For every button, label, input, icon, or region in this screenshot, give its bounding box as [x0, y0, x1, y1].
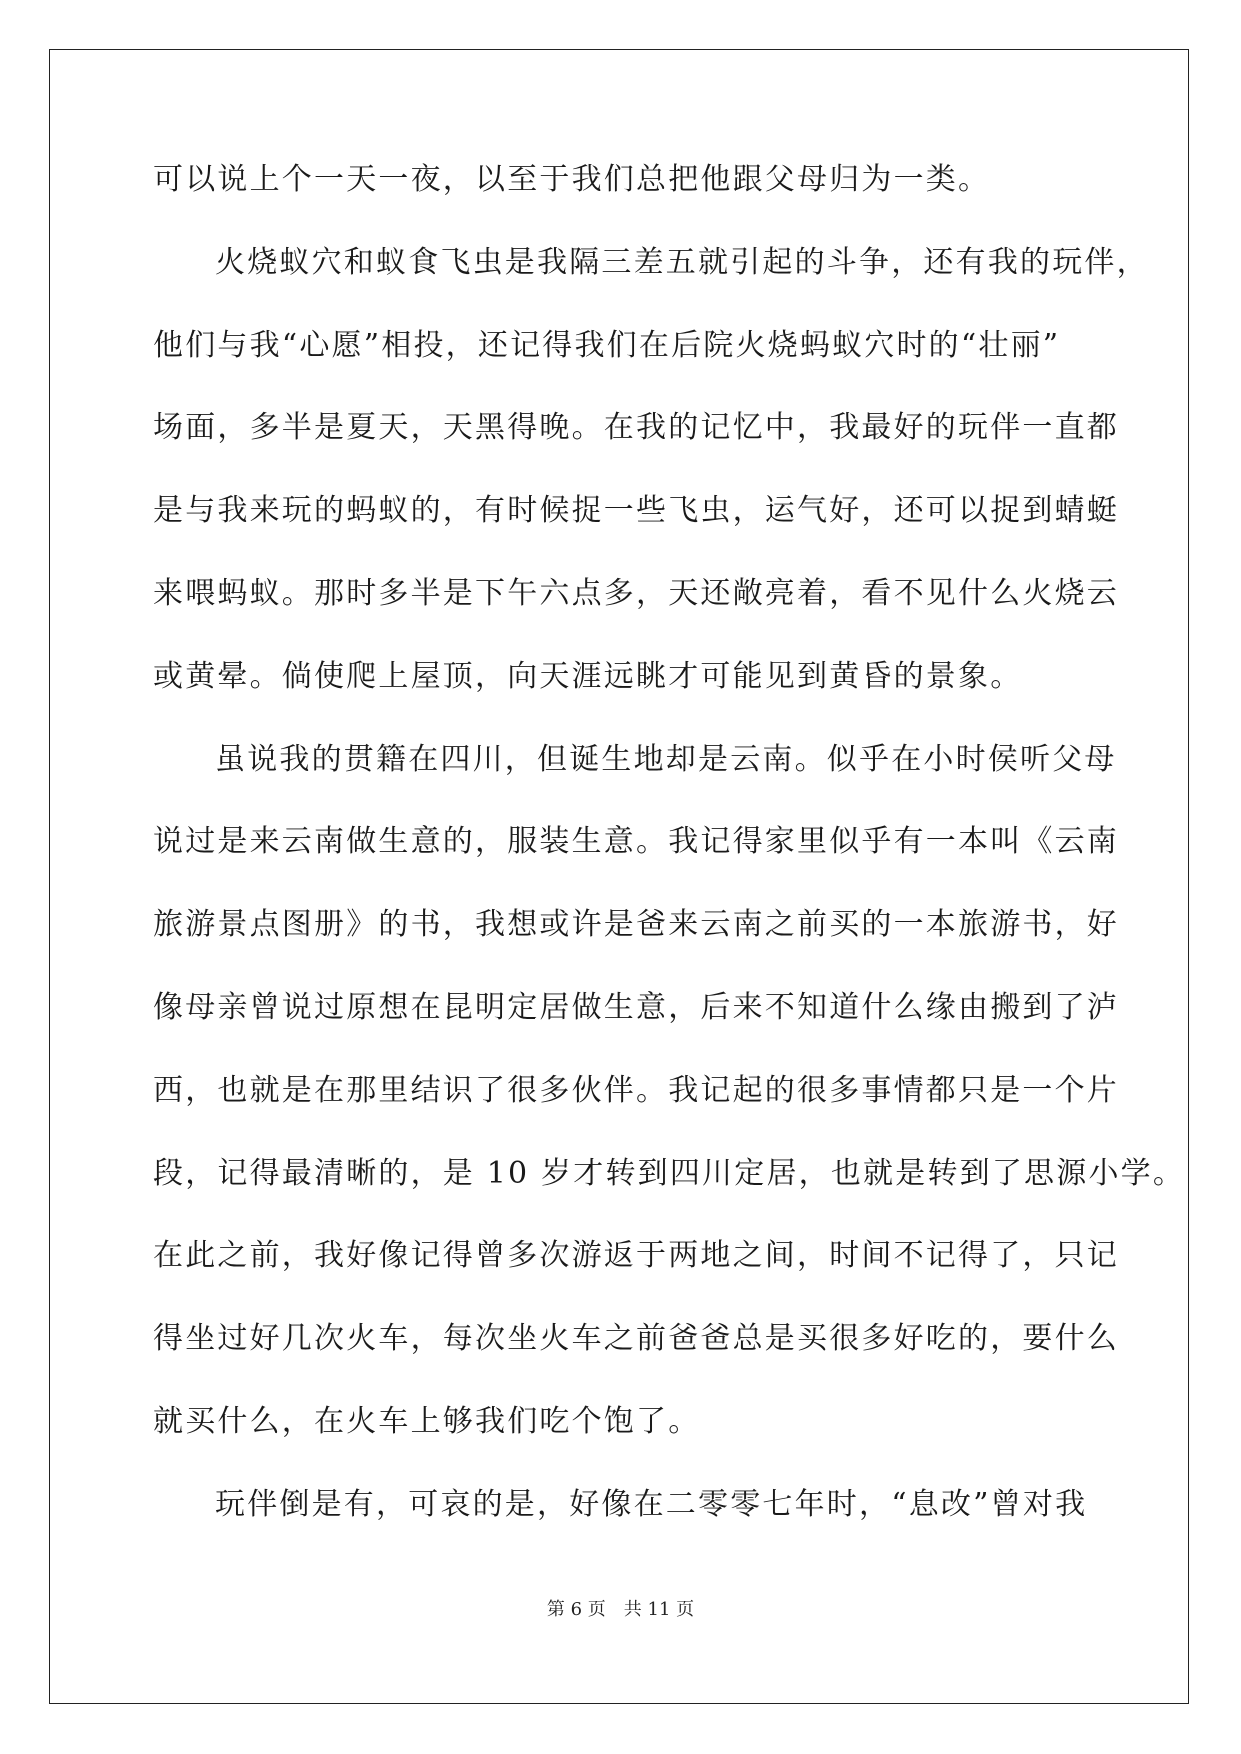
text-line: 段，记得最清晰的，是 10 岁才转到四川定居，也就是转到了思源小学。: [153, 1155, 1186, 1191]
text-line: 西，也就是在那里结识了很多伙伴。我记起的很多事情都只是一个片: [153, 1072, 1119, 1108]
text-line: 得坐过好几次火车，每次坐火车之前爸爸总是买很多好吃的，要什么: [153, 1321, 1119, 1357]
text-line: 来喂蚂蚁。那时多半是下午六点多，天还敞亮着，看不见什么火烧云: [153, 575, 1119, 611]
text-line: 虽说我的贯籍在四川，但诞生地却是云南。似乎在小时侯听父母: [215, 741, 1117, 777]
text-line: 他们与我“心愿”相投，还记得我们在后院火烧蚂蚁穴时的“壮丽”: [153, 327, 1061, 363]
text-line: 在此之前，我好像记得曾多次游返于两地之间，时间不记得了，只记: [153, 1238, 1119, 1274]
text-line: 就买什么，在火车上够我们吃个饱了。: [153, 1403, 701, 1439]
text-line: 像母亲曾说过原想在昆明定居做生意，后来不知道什么缘由搬到了泸: [153, 989, 1119, 1025]
text-line: 是与我来玩的蚂蚁的，有时候捉一些飞虫，运气好，还可以捉到蜻蜓: [153, 493, 1119, 529]
text-line: 或黄晕。倘使爬上屋顶，向天涯远眺才可能见到黄昏的景象。: [153, 658, 1023, 694]
text-line: 玩伴倒是有，可哀的是，好像在二零零七年时，“息改”曾对我: [215, 1486, 1088, 1522]
page-number: 第 6 页 共 11 页: [546, 1599, 695, 1620]
body-text: [153, 160, 1186, 1568]
text-line: 说过是来云南做生意的，服装生意。我记得家里似乎有一本叫《云南: [153, 824, 1119, 860]
text-line: 可以说上个一天一夜，以至于我们总把他跟父母归为一类。: [153, 162, 991, 197]
text-line: 场面，多半是夏天，天黑得晚。在我的记忆中，我最好的玩伴一直都: [153, 410, 1119, 446]
text-line: 旅游景点图册》的书，我想或许是爸来云南之前买的一本旅游书，好: [153, 907, 1119, 943]
text-line: 火烧蚁穴和蚁食飞虫是我隔三差五就引起的斗争，还有我的玩伴，: [215, 244, 1149, 280]
